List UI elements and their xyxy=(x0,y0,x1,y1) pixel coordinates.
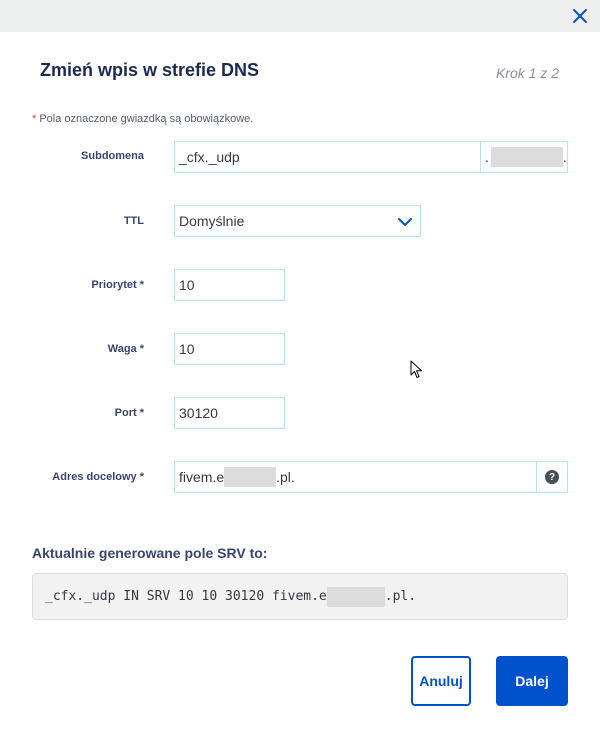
subdomain-value: _cfx._udp xyxy=(179,149,240,165)
subdomain-input[interactable] xyxy=(174,141,481,173)
target-help-button[interactable] xyxy=(536,461,568,493)
srv-record-start: _cfx._udp IN SRV 10 10 30120 fivem.e xyxy=(45,589,327,604)
help-icon: ? xyxy=(545,470,559,484)
priority-input[interactable] xyxy=(174,269,285,301)
target-value-end: .pl. xyxy=(276,469,295,485)
chevron-down-icon xyxy=(398,215,412,229)
redacted-target-domain xyxy=(224,467,276,487)
suffix-dot-end: . xyxy=(562,149,567,165)
weight-input[interactable] xyxy=(174,333,285,365)
priority-value: 10 xyxy=(179,277,195,293)
mouse-cursor-icon xyxy=(410,360,424,380)
required-fields-note xyxy=(32,113,253,125)
required-star: * xyxy=(32,113,37,125)
ttl-selected-value: Domyślnie xyxy=(179,213,245,229)
port-input[interactable] xyxy=(174,397,285,429)
priority-label: Priorytet * xyxy=(91,279,144,291)
target-value-start: fivem.e xyxy=(179,469,225,485)
suffix-dot: . xyxy=(485,149,489,165)
required-note-text: Pola oznaczone gwiazdką są obowiązkowe. xyxy=(36,113,254,125)
ttl-select[interactable] xyxy=(174,205,421,237)
dialog-title: Zmień wpis w strefie DNS xyxy=(40,60,260,80)
srv-preview-heading: Aktualnie generowane pole SRV to: xyxy=(32,545,268,561)
weight-label: Waga * xyxy=(107,343,144,355)
srv-preview-box xyxy=(32,573,568,620)
weight-value: 10 xyxy=(179,341,195,357)
ttl-label: TTL xyxy=(123,215,144,227)
redacted-srv-domain xyxy=(327,587,385,607)
dialog-topbar xyxy=(0,0,600,32)
target-address-label: Adres docelowy * xyxy=(52,471,144,483)
close-icon[interactable] xyxy=(572,8,588,24)
redacted-domain xyxy=(491,147,563,167)
domain-suffix xyxy=(480,141,568,173)
port-label: Port * xyxy=(114,407,144,419)
cancel-button[interactable]: Anuluj xyxy=(411,656,471,706)
step-indicator: Krok 1 z 2 xyxy=(495,65,559,81)
port-value: 30120 xyxy=(179,405,218,421)
target-address-input[interactable] xyxy=(174,461,537,493)
srv-record-end: .pl. xyxy=(384,589,417,604)
subdomain-label: Subdomena xyxy=(81,150,144,162)
next-button[interactable]: Dalej xyxy=(496,656,568,706)
